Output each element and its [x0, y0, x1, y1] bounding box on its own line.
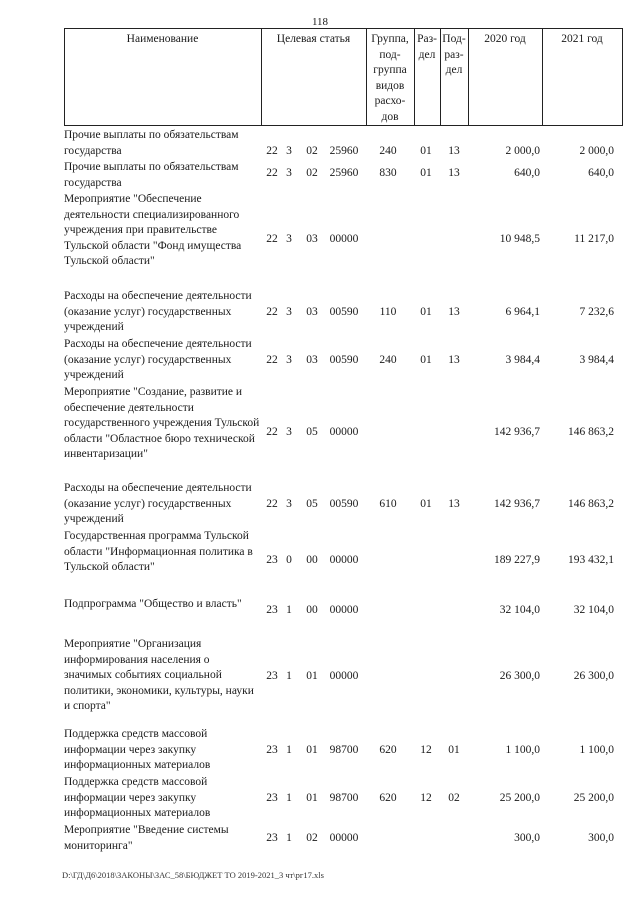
article-code-2: 3	[286, 167, 292, 179]
row-name: Расходы на обеспечение деятельности (оказание услуг) государственных учреждений	[64, 482, 252, 526]
row-name: Расходы на обеспечение деятельности (оказание услуг) государственных учреждений	[64, 290, 252, 334]
article-code-1: 22	[266, 354, 278, 366]
article-code-1: 23	[266, 744, 278, 756]
value-2020: 25 200,0	[499, 792, 540, 804]
article-code-2: 3	[286, 144, 292, 157]
page-number: 118	[311, 16, 329, 28]
article-code-3: 03	[306, 354, 318, 366]
subsection-code: 13	[448, 306, 460, 318]
row-name: Мероприятие "Обеспечение деятельности специализированного учреждения при правительстве Тульской области "Фонд имущества Тульской области"	[64, 193, 242, 268]
section-code: 01	[420, 167, 432, 179]
article-code-1: 23	[266, 792, 278, 804]
value-2020: 142 936,7	[494, 426, 540, 438]
group-code: 830	[379, 167, 397, 179]
row-name: Поддержка средств массовой информации через закупку информационных материалов	[64, 776, 211, 820]
row-name: Прочие выплаты по обязательствам государства	[64, 161, 239, 189]
section-code: 01	[420, 306, 432, 318]
value-2021: 32 104,0	[573, 604, 614, 616]
group-code: 620	[379, 744, 397, 756]
value-2020: 32 104,0	[499, 604, 540, 616]
table-row	[0, 637, 640, 721]
article-code-1: 22	[266, 167, 278, 179]
table-row	[0, 289, 640, 337]
article-code-1: 22	[266, 498, 278, 510]
header-subsection: Под- раз- дел	[442, 33, 466, 76]
table-row	[0, 529, 640, 593]
article-code-3: 05	[306, 426, 318, 438]
subsection-code: 01	[448, 744, 460, 756]
table-row	[0, 727, 640, 775]
article-code-3: 03	[306, 233, 318, 245]
article-code-3: 00	[306, 554, 318, 566]
article-code-2: 1	[286, 604, 292, 616]
section-code: 01	[420, 354, 432, 366]
article-code-3: 05	[306, 498, 318, 510]
value-2021: 25 200,0	[573, 792, 614, 804]
value-2020: 300,0	[514, 832, 540, 844]
row-name: Прочие выплаты по обязательствам государства	[64, 129, 239, 157]
article-code-4: 00000	[329, 670, 359, 682]
group-code: 610	[379, 498, 397, 510]
table-row	[0, 385, 640, 481]
article-code-2: 3	[286, 306, 292, 318]
group-code: 240	[379, 144, 397, 157]
value-2021: 26 300,0	[573, 670, 614, 682]
table-row	[0, 823, 640, 855]
row-name: Расходы на обеспечение деятельности (оказание услуг) государственных учреждений	[64, 338, 252, 382]
article-code-4: 00000	[329, 233, 359, 245]
header-2020: 2020 год	[484, 33, 526, 45]
subsection-code: 13	[448, 144, 460, 157]
article-code-1: 22	[266, 306, 278, 318]
row-name: Подпрограмма "Общество и власть"	[64, 598, 242, 610]
article-code-4: 25960	[329, 144, 359, 157]
table-row	[0, 775, 640, 823]
value-2020: 2 000,0	[505, 144, 540, 157]
subsection-code: 13	[448, 167, 460, 179]
article-code-3: 01	[306, 792, 318, 804]
article-code-2: 1	[286, 832, 292, 844]
article-code-1: 23	[266, 832, 278, 844]
value-2020: 189 227,9	[494, 554, 540, 566]
table-row	[0, 337, 640, 385]
article-code-3: 01	[306, 670, 318, 682]
table-row	[0, 128, 640, 160]
article-code-4: 00590	[329, 498, 359, 510]
value-2020: 640,0	[514, 167, 540, 179]
article-code-3: 02	[306, 167, 318, 179]
article-code-2: 0	[286, 554, 292, 566]
article-code-1: 22	[266, 233, 278, 245]
article-code-4: 00000	[329, 832, 359, 844]
header-name: Наименование	[126, 33, 199, 45]
row-name: Мероприятие "Введение системы мониторинга"	[64, 824, 229, 852]
article-code-1: 23	[266, 670, 278, 682]
article-code-4: 98700	[329, 792, 359, 804]
value-2020: 3 984,4	[505, 354, 540, 366]
article-code-4: 25960	[329, 167, 359, 179]
article-code-1: 23	[266, 554, 278, 566]
article-code-2: 3	[286, 233, 292, 245]
group-code: 240	[379, 354, 397, 366]
header-group: Группа, под- группа видов расхо- дов	[371, 33, 409, 123]
section-code: 12	[420, 744, 432, 756]
article-code-3: 03	[306, 306, 318, 318]
article-code-4: 00000	[329, 426, 359, 438]
row-name: Мероприятие "Создание, развитие и обеспечение деятельности государственного учреждения Тульской области "Областное бюро технической инвентаризации"	[64, 386, 260, 461]
article-code-2: 3	[286, 354, 292, 366]
value-2021: 193 432,1	[568, 554, 614, 566]
subsection-code: 02	[448, 792, 460, 804]
article-code-2: 1	[286, 792, 292, 804]
value-2021: 640,0	[588, 167, 614, 179]
row-name: Государственная программа Тульской области "Информационная политика в Тульской области"	[64, 530, 253, 574]
article-code-2: 1	[286, 670, 292, 682]
value-2021: 146 863,2	[568, 498, 614, 510]
value-2020: 10 948,5	[499, 233, 540, 245]
article-code-2: 3	[286, 498, 292, 510]
article-code-4: 00000	[329, 554, 359, 566]
article-code-1: 22	[266, 426, 278, 438]
table-header	[64, 28, 623, 126]
article-code-4: 00590	[329, 354, 359, 366]
value-2021: 146 863,2	[568, 426, 614, 438]
value-2020: 6 964,1	[505, 306, 540, 318]
file-path-footer: D:\ГД\Д6\2018\ЗАКОНЫ\ЗАС_58\БЮДЖЕТ ТО 2019-2021_3 чт\рг17.xls	[62, 870, 324, 880]
article-code-1: 22	[266, 144, 278, 157]
section-code: 01	[420, 498, 432, 510]
article-code-4: 00000	[329, 604, 359, 616]
subsection-code: 13	[448, 354, 460, 366]
header-target-article: Целевая статья	[276, 33, 351, 45]
table-row	[0, 160, 640, 192]
group-code: 620	[379, 792, 397, 804]
article-code-2: 1	[286, 744, 292, 756]
article-code-4: 00590	[329, 306, 359, 318]
article-code-2: 3	[286, 426, 292, 438]
value-2020: 1 100,0	[505, 744, 540, 756]
value-2021: 1 100,0	[579, 744, 614, 756]
value-2020: 26 300,0	[499, 670, 540, 682]
value-2021: 300,0	[588, 832, 614, 844]
article-code-3: 02	[306, 832, 318, 844]
article-code-3: 01	[306, 744, 318, 756]
row-name: Мероприятие "Организация информирования населения о значимых событиях социальной политики, экономики, культуры, науки и спорта"	[64, 638, 254, 713]
table-row	[0, 481, 640, 529]
value-2021: 11 217,0	[574, 233, 614, 245]
value-2021: 3 984,4	[579, 354, 614, 366]
group-code: 110	[379, 306, 397, 318]
article-code-3: 02	[306, 144, 318, 157]
article-code-4: 98700	[329, 744, 359, 756]
value-2021: 7 232,6	[579, 306, 614, 318]
subsection-code: 13	[448, 498, 460, 510]
value-2020: 142 936,7	[494, 498, 540, 510]
section-code: 01	[420, 144, 432, 157]
table-row	[0, 192, 640, 288]
section-code: 12	[420, 792, 432, 804]
header-section: Раз- дел	[417, 33, 437, 61]
value-2021: 2 000,0	[579, 144, 614, 157]
table-row	[0, 597, 640, 637]
article-code-1: 23	[266, 604, 278, 616]
article-code-3: 00	[306, 604, 318, 616]
row-name: Поддержка средств массовой информации через закупку информационных материалов	[64, 728, 211, 772]
header-2021: 2021 год	[561, 33, 603, 45]
